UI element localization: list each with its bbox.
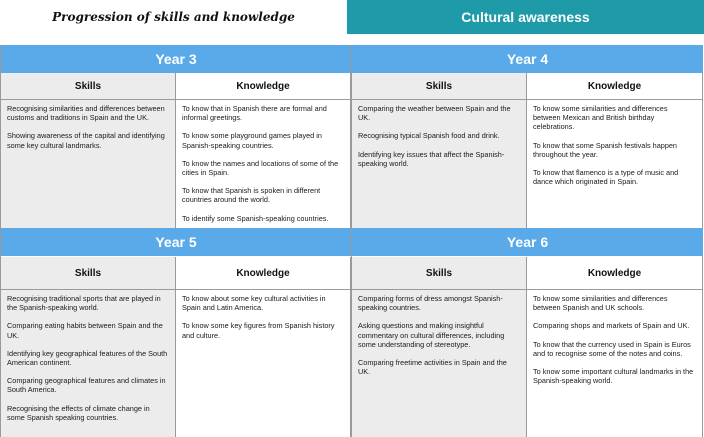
list-item: To know that some Spanish festivals happen throughout the year. — [533, 140, 677, 159]
subject-title: Cultural awareness — [347, 0, 704, 34]
list-item: Comparing shops and markets of Spain and UK. — [533, 321, 690, 331]
list-item: To know that in Spanish there are formal and informal greetings. — [182, 104, 327, 123]
year-3-header: Year 3 — [1, 45, 351, 73]
year-3-knowledge-cell — [176, 100, 351, 228]
progression-grid — [0, 45, 703, 437]
list-item: Comparing freetime activities in Spain and the UK. — [358, 358, 507, 377]
list-item: Identifying key issues that affect the Spanish-speaking world. — [358, 149, 505, 168]
list-item: To know some playground games played in Spanish-speaking countries. — [182, 131, 322, 150]
list-item: To know some similarities and differences between Spanish and UK schools. — [533, 294, 668, 313]
year-4-header: Year 4 — [352, 45, 703, 73]
year-5-skills-cell — [1, 290, 176, 437]
year-3-knowledge-heading: Knowledge — [176, 73, 351, 100]
list-item: Comparing geographical features and climates in South America. — [7, 376, 166, 395]
year-3-skills-heading: Skills — [1, 73, 176, 100]
list-item: To know that flamenco is a type of music and dance which originated in Spain. — [533, 168, 679, 187]
year-5-skills-heading: Skills — [1, 257, 176, 290]
year-6-skills-heading: Skills — [352, 257, 527, 290]
year-4-knowledge-cell — [527, 100, 703, 228]
list-item: To know about some key cultural activities in Spain and Latin America. — [182, 294, 326, 313]
year-5-header: Year 5 — [1, 228, 351, 256]
year-3-skills-cell — [1, 100, 176, 228]
year-divider — [351, 45, 352, 437]
list-item: Comparing the weather between Spain and the UK. — [358, 104, 511, 123]
list-item: Asking questions and making insightful commentary on cultural differences, including some understanding of stereotype. — [358, 321, 505, 349]
year-6-header: Year 6 — [352, 228, 703, 256]
year-6-skills-cell — [352, 290, 527, 437]
list-item: Recognising traditional sports that are played in the Spanish-speaking world. — [7, 294, 161, 313]
list-item: To know that Spanish is spoken in different countries around the world. — [182, 186, 321, 205]
year-4-knowledge-heading: Knowledge — [527, 73, 703, 100]
year-5-knowledge-cell — [176, 290, 351, 437]
list-item: To identify some Spanish-speaking countries. — [182, 213, 329, 223]
list-item: Recognising similarities and differences between customs and traditions in Spain and the UK. — [7, 104, 165, 123]
year-6-knowledge-cell — [527, 290, 703, 437]
list-item: To know that the currency used in Spain is Euros and to recognise some of the notes and coins. — [533, 339, 691, 358]
list-item: To know some important cultural landmarks in the Spanish-speaking world. — [533, 367, 694, 386]
progression-title: Progression of skills and knowledge — [0, 0, 347, 34]
list-item: To know some similarities and differences between Mexican and British birthday celebrations. — [533, 104, 668, 132]
list-item: To know some key figures from Spanish history and culture. — [182, 321, 335, 340]
list-item: Showing awareness of the capital and identifying some key cultural landmarks. — [7, 131, 165, 150]
list-item: Identifying key geographical features of the South American continent. — [7, 348, 168, 368]
list-item: To know the names and locations of some of the cities in Spain. — [182, 158, 339, 178]
year-5-knowledge-heading: Knowledge — [176, 257, 351, 290]
year-6-knowledge-heading: Knowledge — [527, 257, 703, 290]
list-item: Comparing forms of dress amongst Spanish-speaking countries. — [358, 294, 503, 313]
list-item: Recognising the effects of climate change in some Spanish speaking countries. — [7, 403, 150, 422]
list-item: Recognising typical Spanish food and drink. — [358, 131, 500, 141]
year-4-skills-cell — [352, 100, 527, 228]
year-4-skills-heading: Skills — [352, 73, 527, 100]
list-item: Comparing eating habits between Spain and the UK. — [7, 321, 163, 340]
page-header — [0, 0, 704, 34]
